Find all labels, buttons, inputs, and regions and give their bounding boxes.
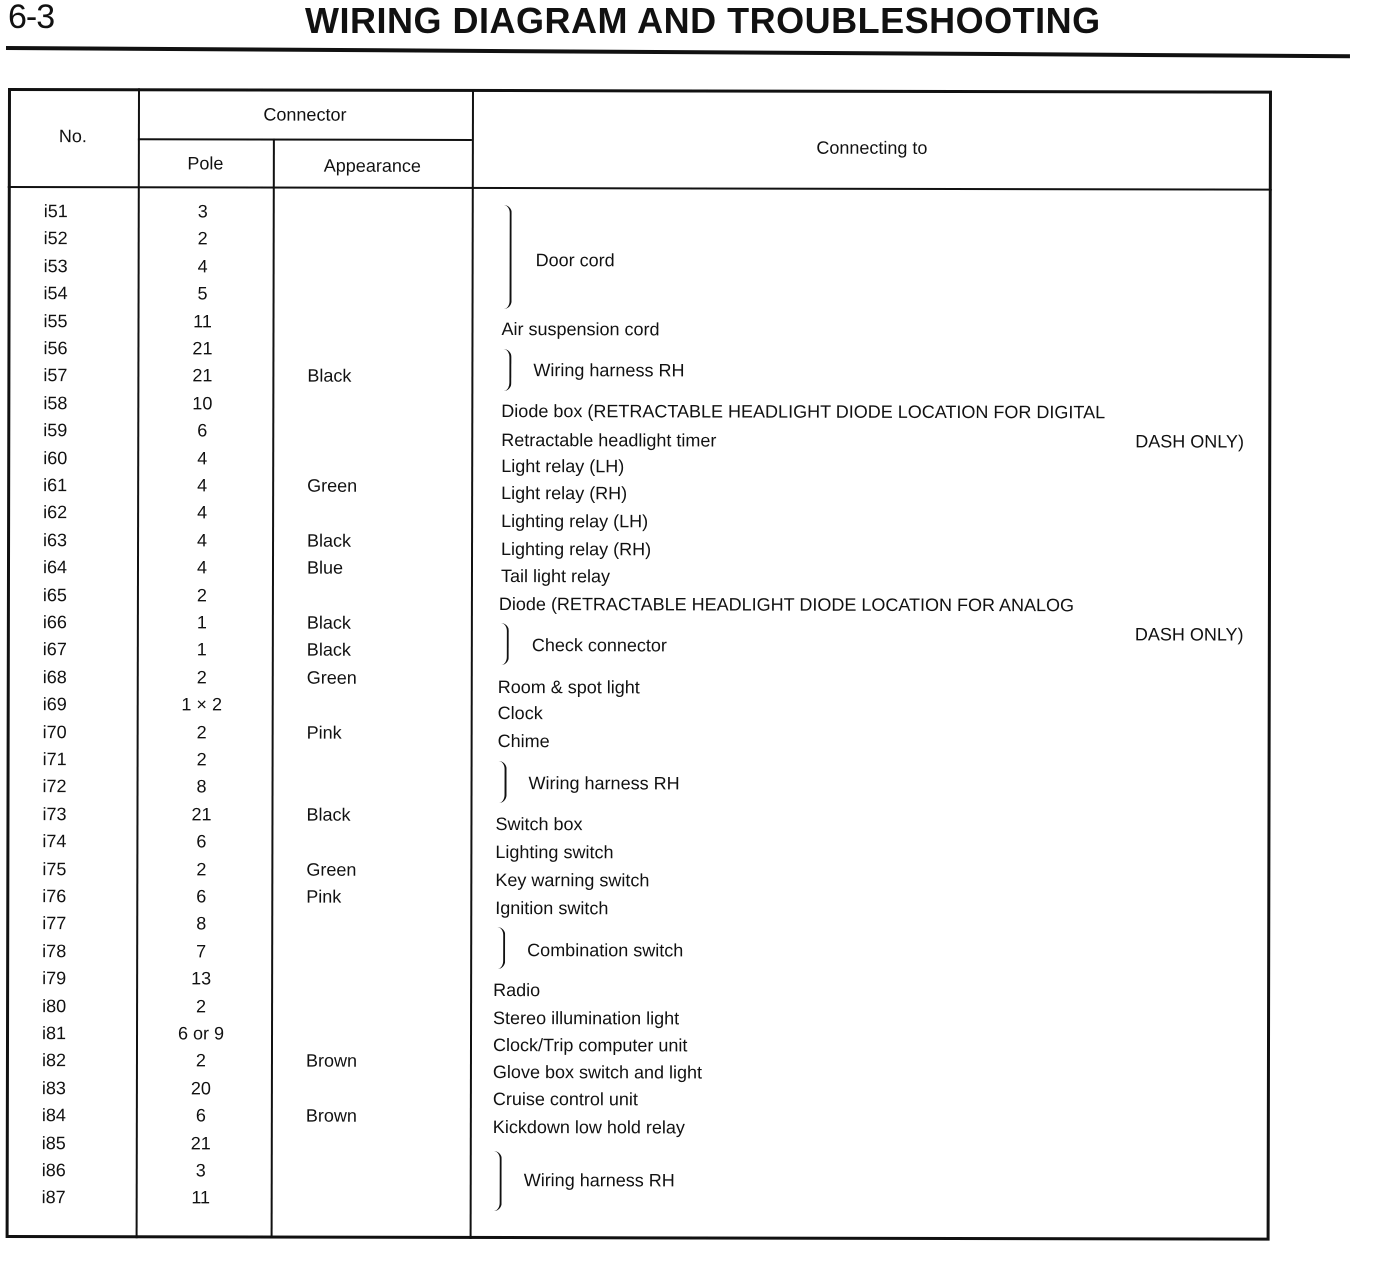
connecting-to-room-spot-light: Room & spot light [497, 677, 640, 698]
appearance: Brown [305, 1050, 358, 1071]
title-rule [6, 46, 1350, 58]
connecting-to-light-relay-rh: Light relay (RH) [501, 483, 628, 504]
connecting-to-radio: Radio [493, 980, 541, 1001]
pole-count: 4 [197, 530, 208, 551]
group-bracket [499, 623, 509, 665]
connecting-to-lighting-switch: Lighting switch [495, 842, 614, 863]
pole-count: 1 [196, 639, 207, 660]
connecting-to-check-connector: Check connector [531, 635, 667, 656]
appearance: Pink [306, 722, 342, 743]
connector-no: i72 [42, 776, 67, 797]
pole-count: 2 [196, 996, 207, 1017]
connector-no: i55 [43, 311, 68, 332]
table-row [8, 280, 1272, 310]
connector-no: i76 [42, 886, 67, 907]
connector-no: i52 [43, 228, 68, 249]
connector-no: i81 [41, 1023, 67, 1044]
page-title: WIRING DIAGRAM AND TROUBLESHOOTING [305, 0, 1101, 41]
connecting-to-lighting-relay-lh: Lighting relay (LH) [501, 511, 649, 532]
appearance: Pink [306, 886, 342, 907]
connecting-to-switch-box: Switch box [495, 814, 583, 835]
connector-no: i57 [43, 365, 68, 386]
appearance: Black [307, 365, 352, 386]
pole-count: 3 [195, 1160, 206, 1181]
connecting-to-key-warning-switch: Key warning switch [495, 870, 650, 891]
connecting-to-combination-switch: Combination switch [527, 940, 684, 961]
appearance: Black [306, 639, 351, 660]
pole-count: 8 [196, 913, 207, 934]
connecting-to-clock: Clock [497, 703, 543, 724]
appearance: Brown [305, 1105, 357, 1126]
appearance: Green [307, 475, 358, 496]
pole-count: 10 [192, 393, 213, 414]
connecting-to-lighting-relay-rh: Lighting relay (RH) [501, 539, 652, 560]
table-row [8, 198, 1272, 228]
connector-no: i60 [43, 448, 68, 469]
pole-count: 4 [197, 475, 208, 496]
connector-table [6, 88, 1272, 1241]
connecting-to-kickdown-relay: Kickdown low hold relay [492, 1117, 685, 1138]
connecting-to-cruise-control-unit: Cruise control unit [492, 1089, 638, 1110]
connector-no: i62 [43, 502, 68, 523]
connector-no: i78 [42, 941, 67, 962]
pole-count: 1 [196, 612, 207, 633]
dash-only-note: DASH ONLY) [1134, 624, 1244, 645]
connector-no: i79 [42, 968, 67, 989]
connecting-to-stereo-illumination-light: Stereo illumination light [493, 1008, 680, 1029]
pole-count: 6 or 9 [177, 1023, 225, 1044]
group-bracket [495, 927, 505, 969]
connector-no: i51 [43, 201, 68, 222]
connector-no: i80 [42, 996, 67, 1017]
pole-count: 2 [195, 1050, 206, 1071]
table-row [7, 472, 1271, 502]
connecting-to-diode: Diode (RETRACTABLE HEADLIGHT DIODE LOCATION FOR ANALOG [498, 594, 1075, 616]
connecting-to-ignition-switch: Ignition switch [495, 898, 609, 919]
pole-count: 4 [197, 256, 208, 277]
pole-count: 21 [190, 1133, 211, 1154]
pole-count: 4 [197, 502, 208, 523]
pole-count: 2 [196, 585, 207, 606]
pole-count: 13 [191, 968, 212, 989]
connector-no: i65 [42, 585, 67, 606]
connector-no: i67 [42, 639, 67, 660]
group-bracket [501, 349, 511, 391]
appearance: Green [306, 667, 357, 688]
connecting-to-door-cord: Door cord [535, 250, 615, 271]
connecting-to-clock-trip-computer: Clock/Trip computer unit [492, 1035, 688, 1056]
table-row [7, 719, 1271, 749]
appearance: Blue [306, 557, 344, 578]
table-row [8, 253, 1272, 283]
connector-no: i71 [42, 749, 67, 770]
connector-no: i56 [43, 338, 68, 359]
connector-no: i61 [43, 475, 68, 496]
page-number: 6-3 [8, 0, 55, 36]
appearance: Green [306, 859, 357, 880]
pole-count: 2 [197, 228, 208, 249]
connector-no: i64 [42, 557, 68, 578]
group-bracket [502, 205, 512, 309]
header-connector: Connector [263, 104, 347, 125]
pole-count: 4 [197, 448, 208, 469]
connector-no: i85 [41, 1133, 66, 1154]
pole-count: 8 [196, 776, 207, 797]
appearance: Black [307, 530, 352, 551]
pole-count: 11 [191, 1187, 211, 1208]
connector-no: i86 [41, 1160, 66, 1181]
connector-no: i87 [41, 1187, 66, 1208]
pole-count: 1 × 2 [181, 694, 222, 715]
dash-only-note: DASH ONLY) [1135, 431, 1244, 452]
pole-count: 21 [192, 338, 213, 359]
connector-no: i82 [41, 1050, 67, 1071]
connector-no: i68 [42, 667, 67, 688]
connector-no: i58 [43, 393, 68, 414]
pole-count: 11 [193, 311, 212, 332]
connecting-to-air-suspension-cord: Air suspension cord [501, 319, 660, 340]
connecting-to-glove-box-switch: Glove box switch and light [492, 1062, 703, 1083]
connecting-to-wiring-harness-rh: Wiring harness RH [533, 360, 685, 381]
table-row [6, 910, 1270, 940]
connector-no: i83 [41, 1078, 66, 1099]
connector-no: i70 [42, 722, 67, 743]
connecting-to-retractable-headlight-timer: Retractable headlight timer [501, 430, 717, 451]
header-connecting-to: Connecting to [816, 137, 928, 158]
table-row [8, 225, 1272, 255]
pole-count: 2 [196, 749, 207, 770]
table-row [6, 828, 1270, 858]
header-pole: Pole [187, 153, 224, 174]
pole-count: 6 [196, 886, 207, 907]
table-row [6, 801, 1270, 831]
group-bracket [497, 761, 507, 803]
connector-no: i53 [43, 256, 68, 277]
connecting-to-chime: Chime [497, 731, 550, 752]
connector-no: i59 [43, 420, 68, 441]
connecting-to-diode-box: Diode box (RETRACTABLE HEADLIGHT DIODE LOCATION FOR DIGITAL [501, 401, 1106, 423]
connector-no: i63 [43, 530, 68, 551]
pole-count: 6 [196, 831, 207, 852]
connecting-to-tail-light-relay: Tail light relay [500, 566, 611, 587]
connector-no: i84 [41, 1105, 66, 1126]
appearance: Black [306, 804, 351, 825]
pole-count: 3 [197, 201, 208, 222]
connector-no: i54 [43, 283, 68, 304]
pole-count: 20 [190, 1078, 211, 1099]
header-appearance: Appearance [323, 155, 421, 176]
connecting-to-wiring-harness-rh: Wiring harness RH [528, 773, 680, 794]
group-bracket [492, 1151, 502, 1211]
connector-no: i77 [42, 913, 67, 934]
pole-count: 6 [195, 1105, 206, 1126]
table-row [7, 746, 1271, 776]
pole-count: 21 [191, 804, 212, 825]
pole-count: 4 [196, 557, 208, 578]
connector-no: i73 [42, 804, 67, 825]
connector-no: i66 [42, 612, 67, 633]
pole-count: 7 [196, 941, 207, 962]
connecting-to-wiring-harness-rh: Wiring harness RH [523, 1170, 675, 1191]
pole-count: 5 [197, 283, 208, 304]
pole-count: 21 [192, 365, 213, 386]
connector-no: i69 [42, 694, 67, 715]
pole-count: 2 [196, 722, 207, 743]
connecting-to-light-relay-lh: Light relay (LH) [501, 456, 625, 477]
header-no: No. [58, 126, 87, 147]
appearance: Black [306, 612, 351, 633]
pole-count: 2 [196, 667, 207, 688]
connector-no: i75 [42, 859, 67, 880]
pole-count: 2 [196, 859, 207, 880]
pole-count: 6 [197, 420, 208, 441]
table-row [6, 965, 1270, 995]
connector-no: i74 [42, 831, 67, 852]
